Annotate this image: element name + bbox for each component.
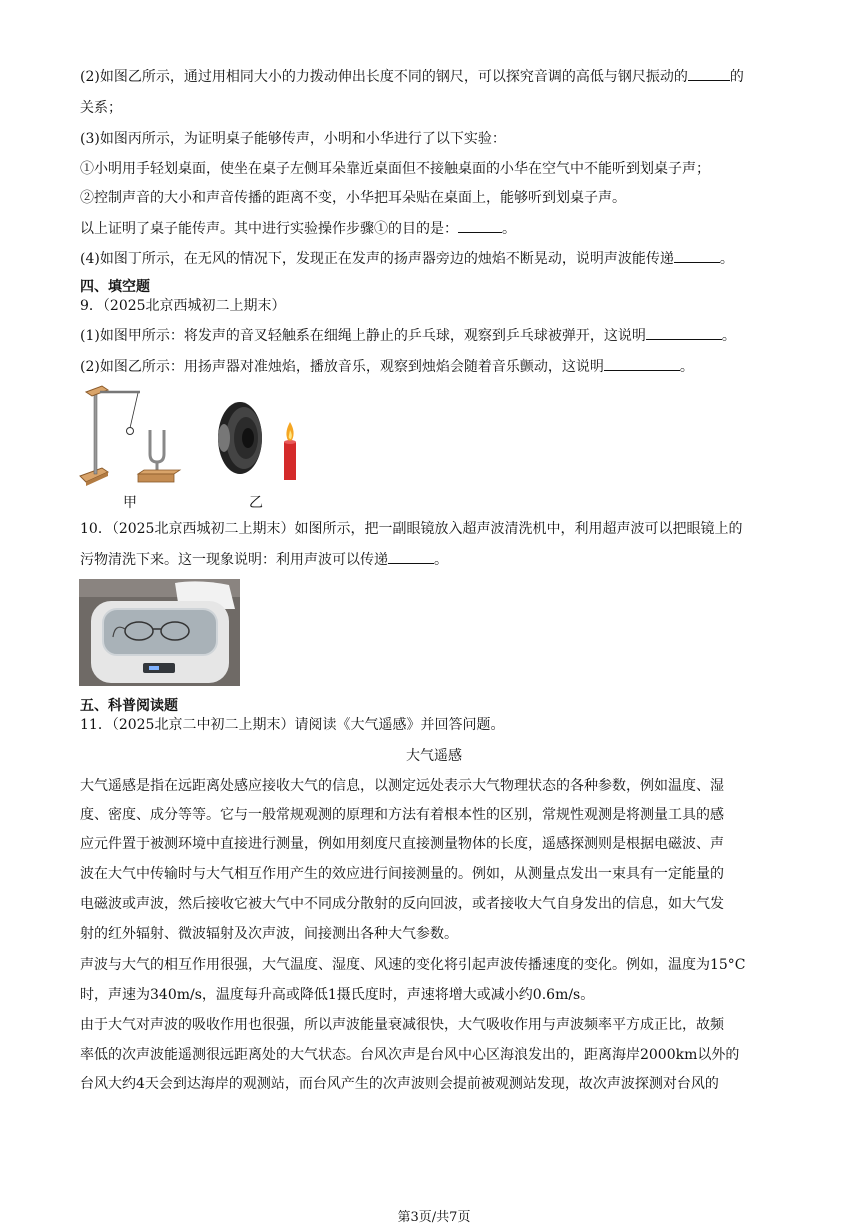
- figure-label-jia: 甲: [123, 495, 137, 511]
- article-line: 度、密度、成分等等。它与一般常规观测的原理和方法有着根本性的区别，常规性观测是将测量工具的感: [80, 807, 724, 823]
- q8-part4-text: (4)如图丁所示，在无风的情况下，发现正在发声的扬声器旁边的烛焰不断晃动，说明声波能传递: [80, 251, 674, 267]
- q9-part2-text: (2)如图乙所示：用扬声器对准烛焰，播放音乐，观察到烛焰会随着音乐颤动，这说明: [80, 359, 604, 375]
- article-line: 应元件置于被测环境中直接进行测量，例如用刻度尺直接测量物体的长度，遥感探测则是根据电磁波、声: [80, 836, 724, 852]
- article-line: 电磁波或声波，然后接收它被大气中不同成分散射的反向回波，或者接收大气自身发出的信息，如大气发: [80, 896, 724, 912]
- ultrasonic-cleaner-photo: [79, 579, 240, 686]
- article-line: 射的红外辐射、微波辐射及次声波，间接测出各种大气参数。: [80, 926, 458, 942]
- article-line: 由于大气对声波的吸收作用也很强，所以声波能量衰减很快，大气吸收作用与声波频率平方成正比，故频: [80, 1017, 724, 1033]
- fork-box-top: [138, 470, 180, 474]
- q9-part2: [80, 356, 694, 377]
- tuning-fork: [150, 430, 164, 462]
- candle-body: [284, 442, 296, 480]
- answer-blank[interactable]: [604, 356, 680, 371]
- ping-pong-ball: [127, 428, 134, 435]
- q8-conclusion-end: 。: [502, 221, 516, 237]
- article-line: 台风大约4天会到达海岸的观测站，而台风产生的次声波则会提前被观测站发现，故次声波探测对台风的: [80, 1076, 719, 1092]
- answer-blank[interactable]: [646, 325, 722, 340]
- answer-blank[interactable]: [674, 248, 720, 263]
- q8-part2-text: (2)如图乙所示，通过用相同大小的力拨动伸出长度不同的钢尺，可以探究音调的高低与钢尺振动的: [80, 69, 688, 85]
- q9-part1-end: 。: [721, 328, 736, 344]
- display-digits: [149, 666, 159, 670]
- q8-part2-end: 的: [729, 69, 744, 85]
- section-title-fill-blank: 四、填空题: [80, 279, 150, 295]
- q9-part1-text: (1)如图甲所示：将发声的音叉轻触系在细绳上静止的乒乓球，观察到乒乓球被弹开，这说明: [80, 328, 646, 344]
- section-title-reading: 五、科普阅读题: [80, 698, 178, 714]
- answer-blank[interactable]: [688, 66, 730, 81]
- figure-label-yi: 乙: [249, 495, 263, 511]
- q8-conclusion: [80, 218, 516, 239]
- tuning-fork-figure: [78, 384, 188, 492]
- q9-part2-end: 。: [679, 359, 694, 375]
- q8-conclusion-text: 以上证明了桌子能传声。其中进行实验操作步骤①的目的是：: [80, 221, 458, 237]
- answer-blank[interactable]: [458, 218, 502, 233]
- article-line: 声波与大气的相互作用很强，大气温度、湿度、风速的变化将引起声波传播速度的变化。例如，温度为15°C: [80, 957, 746, 973]
- q8-part4-end: 。: [719, 251, 734, 267]
- pendulum-string: [130, 393, 138, 428]
- q8-part4: [80, 248, 734, 269]
- page-number: 第3页/共7页: [397, 1210, 471, 1225]
- article-line: 波在大气中传输时与大气相互作用产生的效应进行间接测量的。例如，从测量点发出一束具有一定能量的: [80, 866, 724, 882]
- speaker-magnet: [218, 424, 230, 452]
- speaker-dust-cap: [242, 428, 254, 448]
- q8-step2: ②控制声音的大小和声音传播的距离不变，小华把耳朵贴在桌面上，能够听到划桌子声。: [80, 190, 626, 206]
- article-line: 率低的次声波能遥测很远距离处的大气状态。台风次声是台风中心区海浪发出的，距离海岸2000km以外的: [80, 1047, 740, 1063]
- q9-header: 9．（2025北京西城初二上期末）: [80, 298, 286, 314]
- speaker-candle-figure: [210, 398, 310, 490]
- q8-part2-cont: 关系；: [80, 100, 122, 116]
- q10-line2-text: 污物清洗下来。这一现象说明：利用声波可以传递: [80, 552, 388, 568]
- q9-part1: [80, 325, 736, 346]
- answer-blank[interactable]: [388, 549, 434, 564]
- q10-line2: [80, 549, 448, 570]
- cleaner-tank: [103, 609, 217, 655]
- q11-header: 11．（2025北京二中初二上期末）请阅读《大气遥感》并回答问题。: [80, 717, 505, 733]
- article-line: 大气遥感是指在远距离处感应接收大气的信息，以测定远处表示大气物理状态的各种参数，例如温度、湿: [80, 778, 724, 794]
- article-title: 大气遥感: [406, 748, 462, 764]
- article-line: 时，声速为340m/s，温度每升高或降低1摄氏度时，声速将增大或减小约0.6m/s。: [80, 987, 595, 1003]
- q10-line2-end: 。: [434, 552, 448, 568]
- fork-box: [138, 474, 174, 482]
- q8-step1: ①小明用手轻划桌面，使坐在桌子左侧耳朵靠近桌面但不接触桌面的小华在空气中不能听到划桌子声；: [80, 161, 710, 177]
- stand-pole: [94, 394, 97, 474]
- q10-line1: 10．（2025北京西城初二上期末）如图所示，把一副眼镜放入超声波清洗机中，利用超声波可以把眼镜上的: [80, 521, 743, 537]
- q8-part2: [80, 66, 744, 87]
- q8-part3: (3)如图丙所示，为证明桌子能够传声，小明和小华进行了以下实验：: [80, 131, 506, 147]
